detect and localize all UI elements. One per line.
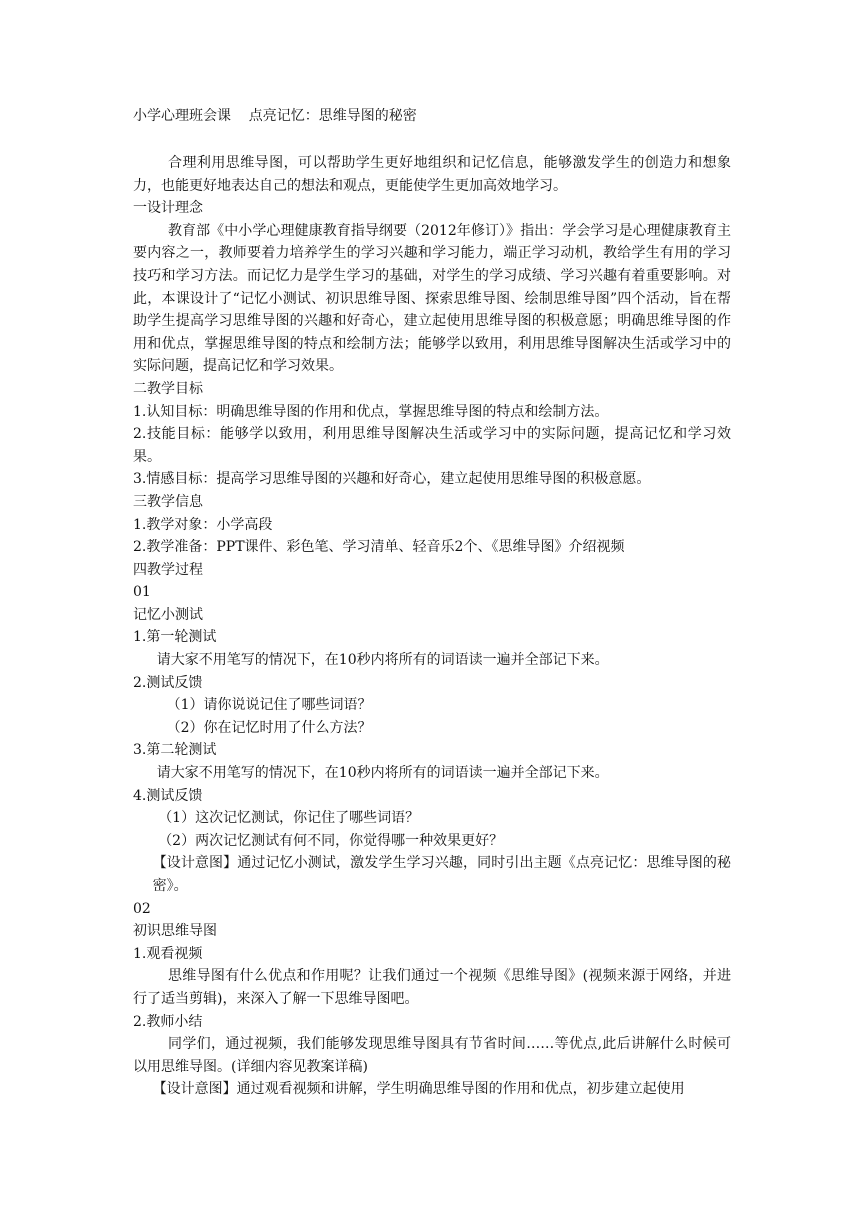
section-heading: 四教学过程 [133, 561, 203, 578]
step-text: 请大家不用笔写的情况下，在10秒内将所有的词语读一遍并全部记下来。 [156, 765, 609, 782]
section-heading: 三教学信息 [133, 493, 203, 510]
question-item: （1）请你说说记住了哪些词语？ [166, 697, 372, 714]
step-text: 请大家不用笔写的情况下，在10秒内将所有的词语读一遍并全部记下来。 [156, 652, 609, 669]
question-item: （1）这次记忆测试，你记住了哪些词语？ [158, 810, 420, 827]
design-intent: 【设计意图】通过观看视频和讲解，学生明确思维导图的作用和优点，初步建立起使用 [152, 1081, 685, 1098]
step-heading: 1.第一轮测试 [133, 629, 217, 646]
section-heading: 一设计理念 [133, 200, 203, 217]
document-title: 小学心理班会课 点亮记忆：思维导图的秘密 [133, 108, 417, 124]
step-heading: 2.测试反馈 [133, 674, 203, 691]
goal-item: 2.技能目标：能够学以致用，利用思维导图解决生活或学习中的实际问题，提高记忆和学习效果。 [133, 426, 731, 465]
document-body [133, 152, 731, 1101]
goal-item: 1.认知目标：明确思维导图的作用和优点，掌握思维导图的特点和绘制方法。 [133, 403, 609, 420]
step-text: 同学们，通过视频，我们能够发现思维导图具有节省时间……等优点,此后讲解什么时候可以用思维导图。(详细内容见教案详稿) [133, 1036, 731, 1075]
step-heading: 3.第二轮测试 [133, 742, 217, 759]
section-heading: 二教学目标 [133, 380, 203, 397]
question-item: （2）你在记忆时用了什么方法？ [166, 719, 372, 736]
activity-number: 02 [133, 900, 151, 917]
activity-number: 01 [133, 584, 151, 601]
step-heading: 4.测试反馈 [133, 787, 203, 804]
step-heading: 1.观看视频 [133, 945, 203, 962]
activity-title: 记忆小测试 [133, 606, 203, 623]
goal-item: 3.情感目标：提高学习思维导图的兴趣和好奇心，建立起使用思维导图的积极意愿。 [133, 471, 651, 488]
step-heading: 2.教师小结 [133, 1013, 203, 1030]
info-item: 1.教学对象：小学高段 [133, 516, 273, 533]
step-text: 思维导图有什么优点和作用呢？让我们通过一个视频《思维导图》(视频来源于网络，并进行了适当剪辑)，来深入了解一下思维导图吧。 [133, 968, 731, 1007]
design-intent: 【设计意图】通过记忆小测试，激发学生学习兴趣，同时引出主题《点亮记忆：思维导图的秘密》。 [152, 855, 731, 894]
activity-title: 初识思维导图 [133, 923, 217, 940]
intro-paragraph: 合理利用思维导图，可以帮助学生更好地组织和记忆信息，能够激发学生的创造力和想象力，也能更好地表达自己的想法和观点，更能使学生更加高效地学习。 [133, 155, 731, 194]
design-paragraph: 教育部《中小学心理健康教育指导纲要（2012年修订）》指出：学会学习是心理健康教育主要内容之一，教师要着力培养学生的学习兴趣和学习能力，端正学习动机，教给学生有用的学习技巧和学习方法。而记忆力是学生学习的基础，对学生的学习成绩、学习兴趣有着重要影响。对此，本课设计了“记忆小测试、初识思维导图、探索思维导图、绘制思维导图”四个活动，旨在帮助学生提高学习思维导图的兴趣和好奇心，建立起使用思维导图的积极意愿；明确思维导图的作用和优点，掌握思维导图的特点和绘制方法；能够学以致用，利用思维导图解决生活或学习中的实际问题，提高记忆和学习效果。 [133, 222, 731, 375]
info-item: 2.教学准备：PPT课件、彩色笔、学习清单、轻音乐2个、《思维导图》介绍视频 [133, 539, 625, 556]
question-item: （2）两次记忆测试有何不同，你觉得哪一种效果更好？ [158, 832, 504, 849]
